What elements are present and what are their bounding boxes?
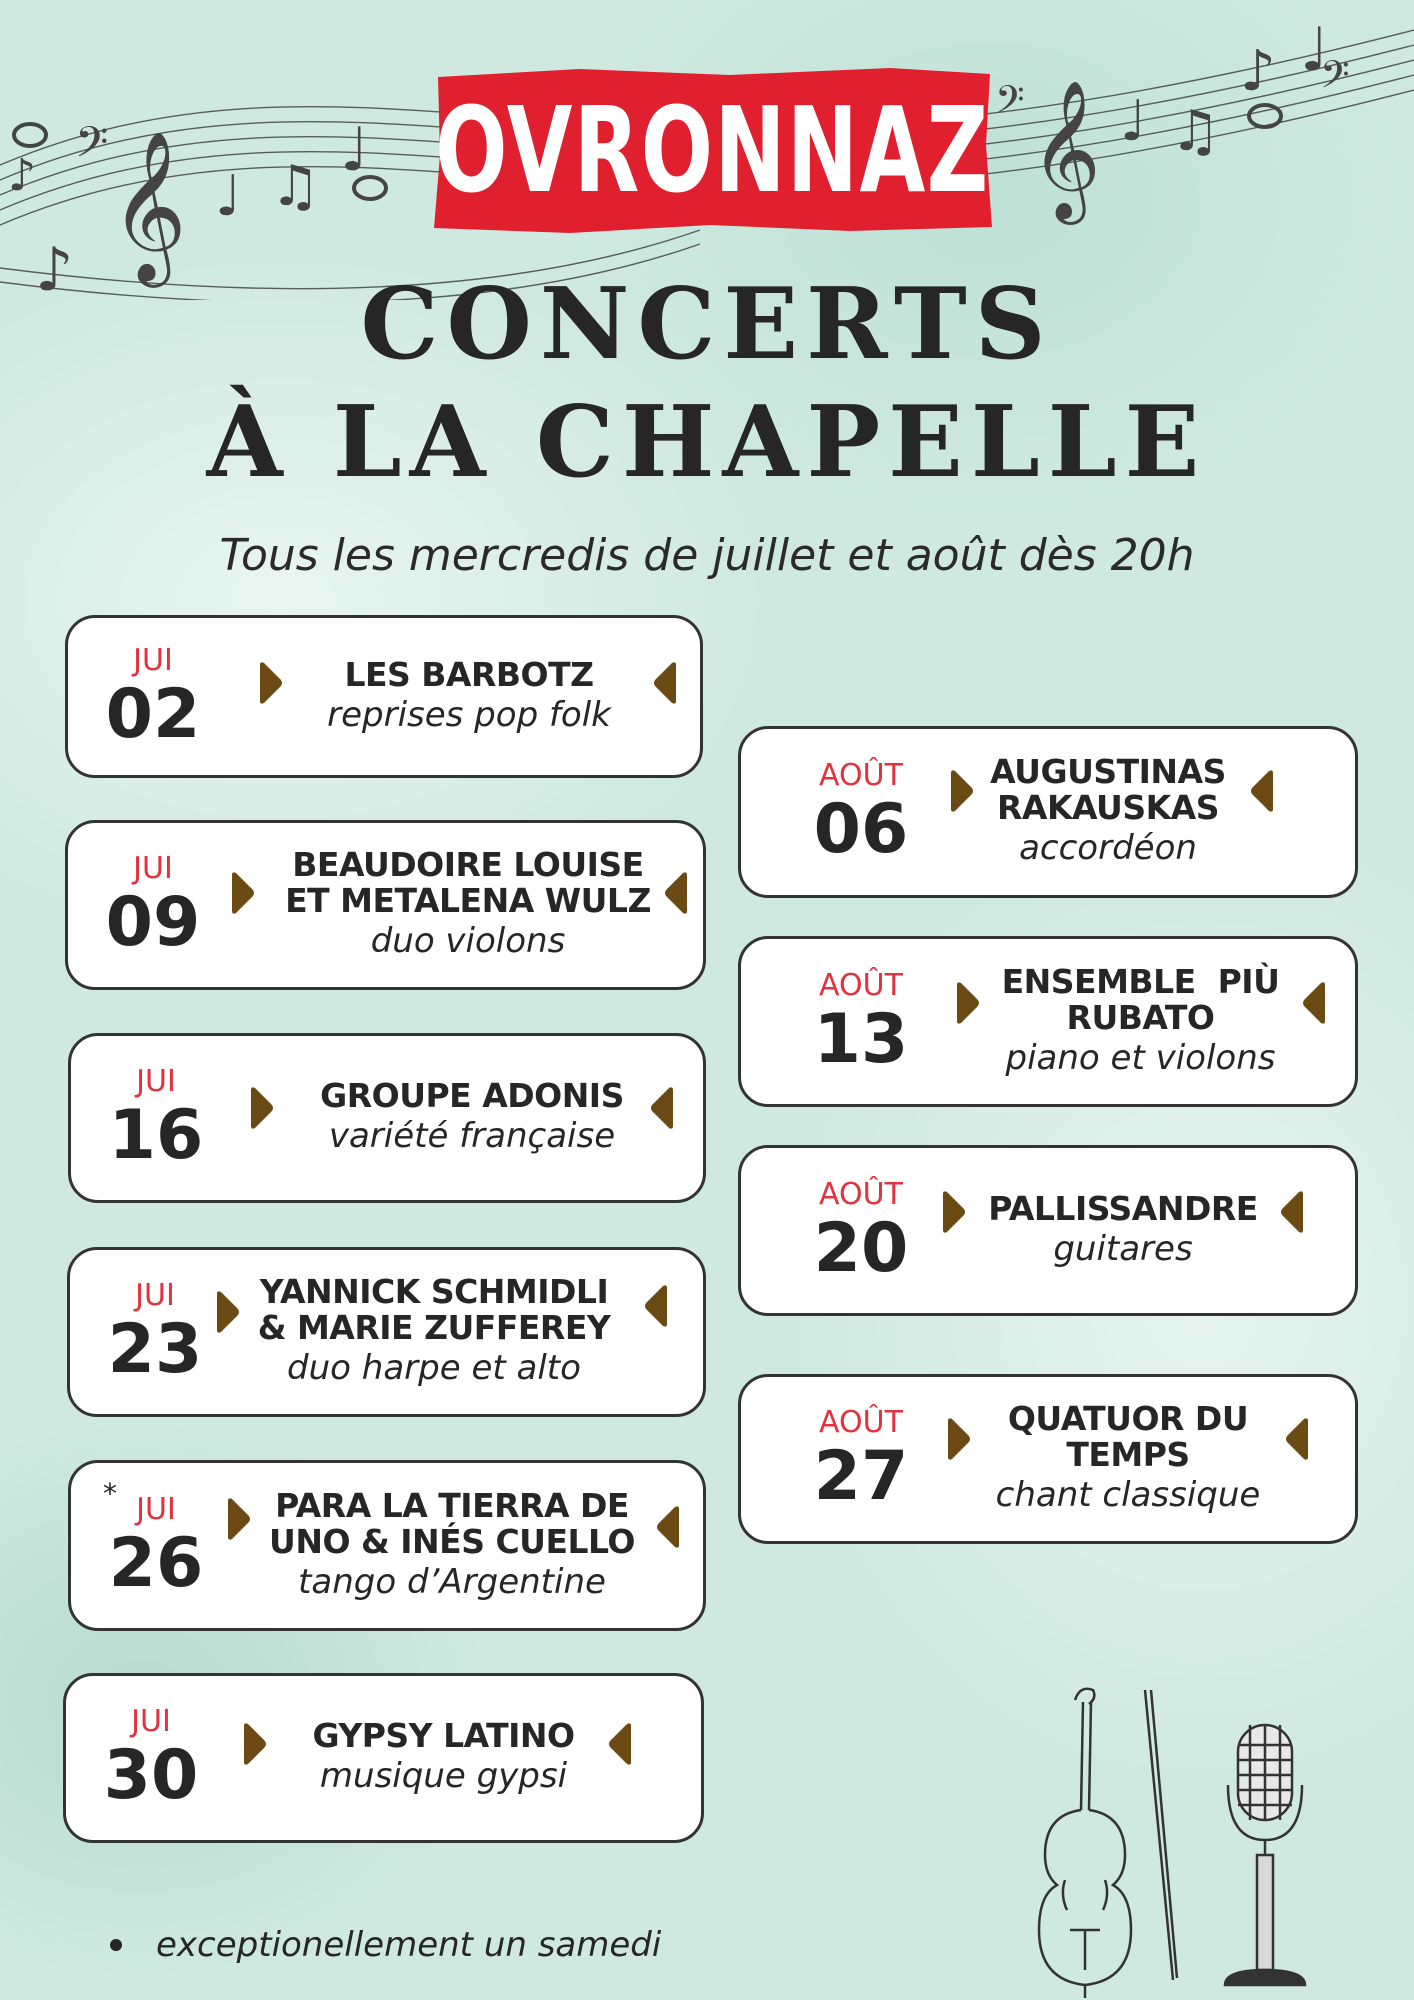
artist-name: ENSEMBLE PIÙ [1001, 961, 1280, 1001]
play-marker-icon [655, 1505, 681, 1549]
concert-day: 30 [103, 1736, 199, 1815]
play-marker-icon [941, 1190, 967, 1234]
concert-info [971, 1377, 1285, 1541]
concert-genre: chant classique [995, 1475, 1261, 1515]
concert-card [63, 1673, 704, 1843]
concert-day: 16 [108, 1096, 204, 1175]
concert-genre: accordéon [1019, 828, 1197, 868]
concert-date [741, 729, 981, 895]
concert-month: AOÛT [819, 1176, 903, 1212]
svg-text:♩: ♩ [1300, 15, 1329, 85]
brand-logo [430, 65, 995, 235]
concert-date [71, 1463, 241, 1628]
concert-info [258, 823, 678, 987]
concert-date [66, 1676, 236, 1840]
artist-name: YANNICK SCHMIDLI [259, 1272, 609, 1311]
play-marker-icon [643, 1284, 669, 1328]
concert-date [71, 1036, 241, 1200]
concert-info [251, 1463, 653, 1628]
concert-day: 13 [813, 999, 909, 1079]
concert-info [971, 1148, 1275, 1313]
play-marker-icon [1249, 769, 1275, 813]
concert-month: JUI [136, 1491, 176, 1527]
concert-month: AOÛT [819, 758, 903, 793]
concert-info [235, 1250, 633, 1414]
play-marker-icon [955, 981, 981, 1025]
artist-name: UNO & INÉS CUELLO [269, 1521, 635, 1561]
subtitle: Tous les mercredis de juillet et août dès 20h [219, 530, 1195, 581]
concert-month: JUI [133, 851, 173, 886]
brand-name: OVRONNAZ [435, 81, 990, 219]
concert-info [971, 729, 1245, 895]
concert-day: 02 [105, 674, 201, 754]
concert-month: JUI [133, 642, 173, 678]
concert-genre: duo violons [370, 921, 566, 961]
play-marker-icon [1301, 981, 1327, 1025]
svg-text:♪: ♪ [1240, 39, 1276, 104]
artist-name: AUGUSTINAS [990, 752, 1226, 791]
concert-info [263, 618, 675, 775]
svg-text:♩: ♩ [340, 115, 369, 185]
concert-card [65, 615, 703, 778]
concert-genre: duo harpe et alto [287, 1348, 581, 1388]
concert-genre: piano et violons [1005, 1037, 1276, 1078]
concert-card [738, 726, 1358, 898]
title-line-2: À LA CHAPELLE [206, 385, 1208, 500]
concert-card [68, 1460, 706, 1631]
concert-month: JUI [135, 1278, 175, 1313]
concert-day: 23 [107, 1310, 203, 1389]
artist-name: RUBATO [1066, 997, 1215, 1037]
concert-day: 20 [813, 1208, 909, 1288]
svg-text:𝄞: 𝄞 [110, 129, 187, 281]
play-marker-icon [230, 871, 256, 915]
footnote [110, 1925, 661, 1965]
play-marker-icon [226, 1497, 252, 1541]
svg-text:𝄞: 𝄞 [1030, 80, 1101, 219]
svg-text:♩: ♩ [215, 164, 242, 229]
concert-day: 27 [813, 1437, 909, 1516]
artist-name: LES BARBOTZ [344, 654, 594, 694]
artist-name: PARA LA TIERRA DE [275, 1485, 629, 1525]
svg-text:𝄢: 𝄢 [1320, 52, 1350, 106]
asterisk-mark: * [103, 1477, 117, 1510]
concert-card [738, 936, 1358, 1107]
artist-name: RAKAUSKAS [997, 788, 1219, 827]
concert-card [738, 1374, 1358, 1544]
concert-date [741, 1377, 981, 1541]
concert-genre: reprises pop folk [327, 694, 611, 735]
concert-card [68, 1033, 706, 1203]
concert-genre: guitares [1053, 1228, 1193, 1269]
concert-day: 06 [813, 790, 909, 869]
svg-text:𝄢: 𝄢 [75, 118, 109, 178]
concert-date [68, 823, 238, 987]
artist-name: & MARIE ZUFFEREY [257, 1308, 611, 1347]
concert-card [65, 820, 706, 990]
svg-text:♫: ♫ [270, 154, 321, 219]
microphone-icon [1210, 1715, 1320, 1995]
concert-month: AOÛT [819, 967, 903, 1003]
concert-genre: musique gypsi [319, 1756, 568, 1796]
concert-info [981, 939, 1300, 1104]
concert-month: JUI [131, 1704, 171, 1739]
concert-day: 26 [108, 1523, 204, 1603]
concert-genre: tango d’Argentine [298, 1561, 606, 1602]
artist-name: GYPSY LATINO [312, 1716, 575, 1755]
artist-name: QUATUOR DU [1007, 1399, 1249, 1438]
concert-genre: variété française [328, 1116, 616, 1156]
svg-text:♪: ♪ [35, 235, 74, 300]
concert-card [67, 1247, 706, 1417]
svg-text:𝄢: 𝄢 [995, 77, 1025, 131]
play-marker-icon [1279, 1190, 1305, 1234]
title-line-1: CONCERTS [360, 267, 1054, 382]
footnote-text: exceptionellement un samedi [156, 1925, 662, 1965]
concert-month: AOÛT [819, 1405, 903, 1440]
concert-day: 09 [105, 883, 201, 962]
artist-name: TEMPS [1066, 1435, 1190, 1474]
concert-card [738, 1145, 1358, 1316]
svg-text:♫: ♫ [1170, 99, 1221, 164]
artist-name: PALLISSANDRE [988, 1188, 1258, 1228]
concert-info [261, 1676, 626, 1840]
concert-date [741, 939, 981, 1104]
cello-icon [1005, 1680, 1185, 2000]
play-marker-icon [1284, 1417, 1310, 1461]
artist-name: GROUPE ADONIS [320, 1076, 624, 1115]
bullet-icon [110, 1939, 122, 1951]
concert-info [266, 1036, 678, 1200]
play-marker-icon [946, 1417, 972, 1461]
artist-name: BEAUDOIRE LOUISE [292, 845, 644, 884]
svg-text:♪: ♪ [8, 150, 37, 201]
svg-text:♩: ♩ [1120, 89, 1147, 154]
concert-month: JUI [136, 1064, 176, 1099]
artist-name: ET METALENA WULZ [285, 881, 651, 920]
concert-date [68, 618, 238, 775]
